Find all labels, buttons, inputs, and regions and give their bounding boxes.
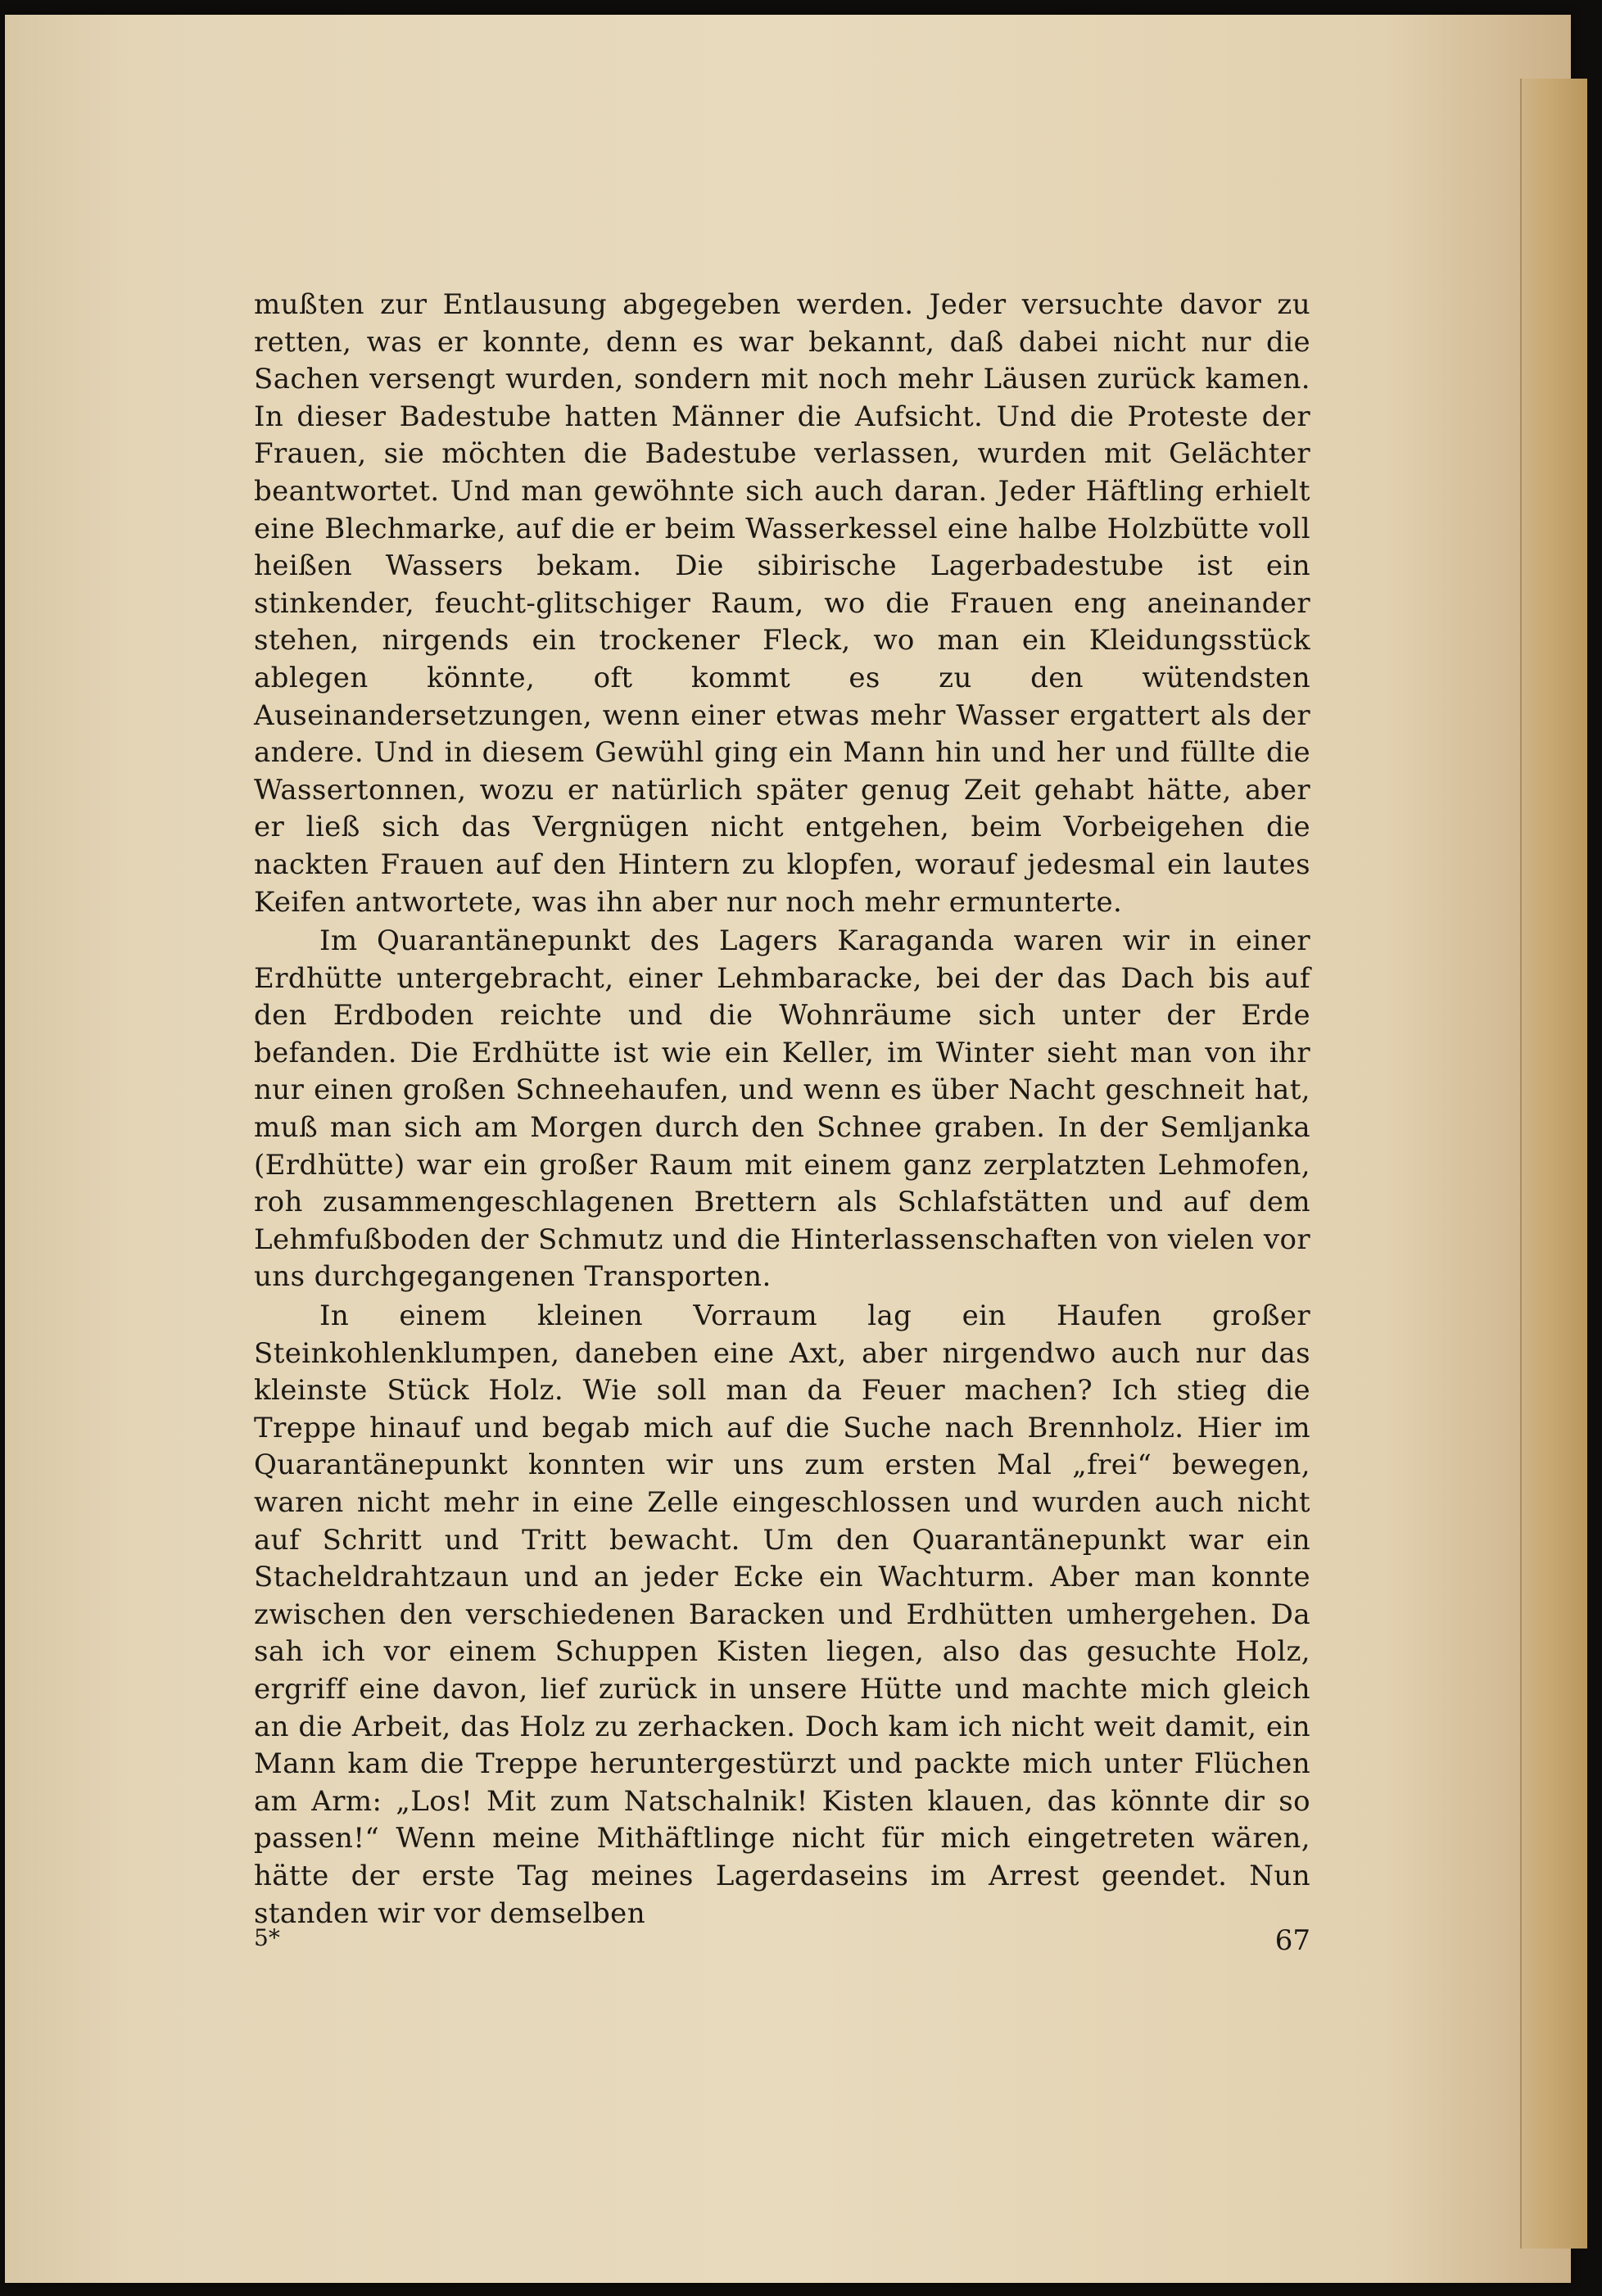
page-edge bbox=[1520, 79, 1587, 2249]
paragraph: mußten zur Entlausung abgegeben werden. Jeder versuchte davor zu retten, was er konnte, denn es war bekannt, daß dabei nicht nur die Sachen versengt wurden, sondern mit noch mehr Läusen zurück kamen. In dieser Badestube hatten Männer die Aufsicht. Und die Proteste der Frauen, sie möchten die Badestube verlassen, wurden mit Gelächter beantwortet. Und man gewöhnte sich auch daran. Jeder Häftling erhielt eine Blechmarke, auf die er beim Wasserkessel eine halbe Holzbütte voll heißen Wassers bekam. Die sibirische Lagerbadestube ist ein stinkender, feucht-glitschiger Raum, wo die Frauen eng aneinander stehen, nirgends ein trockener Fleck, wo man ein Kleidungsstück ablegen könnte, oft kommt es zu den wütendsten Auseinandersetzungen, wenn einer etwas mehr Wasser ergattert als der andere. Und in diesem Gewühl ging ein Mann hin und her und füllte die Wassertonnen, wozu er natürlich später genug Zeit gehabt hätte, aber er ließ sich das Vergnügen nicht entgehen, beim Vorbeigehen die nackten Frauen auf den Hintern zu klopfen, worauf jedesmal ein lautes Keifen antwortete, was ihn aber nur noch mehr ermunterte. bbox=[254, 288, 1310, 919]
paragraph: In einem kleinen Vorraum lag ein Haufen großer Steinkohlenklumpen, daneben eine Axt, aber nirgendwo auch nur das kleinste Stück Holz. Wie soll man da Feuer machen? Ich stieg die Treppe hinauf und begab mich auf die Suche nach Brennholz. Hier im Quarantänepunkt konnten wir uns zum ersten Mal „frei“ bewegen, waren nicht mehr in eine Zelle eingeschlossen und wurden auch nicht auf Schritt und Tritt bewacht. Um den Quarantänepunkt war ein Stacheldrahtzaun und an jeder Ecke ein Wachturm. Aber man konnte zwischen den verschiedenen Baracken und Erdhütten umhergehen. Da sah ich vor einem Schuppen Kisten liegen, also das gesuchte Holz, ergriff eine davon, lief zurück in unsere Hütte und machte mich gleich an die Arbeit, das Holz zu zerhacken. Doch kam ich nicht weit damit, ein Mann kam die Treppe heruntergestürzt und packte mich unter Flüchen am Arm: „Los! Mit zum Natschalnik! Kisten klauen, das könnte dir so passen!“ Wenn meine Mithäftlinge nicht für mich eingetreten wären, hätte der erste Tag meines Lagerdaseins im Arrest geendet. Nun standen wir vor demselben bbox=[254, 1299, 1310, 1930]
text-block bbox=[254, 287, 1310, 1932]
page-footer bbox=[254, 1924, 1310, 1965]
paragraph: Im Quarantänepunkt des Lagers Karaganda waren wir in einer Erdhütte untergebracht, einer Lehmbaracke, bei der das Dach bis auf den Erdboden reichte und die Wohnräume sich unter der Erde befanden. Die Erdhütte ist wie ein Keller, im Winter sieht man von ihr nur einen großen Schneehaufen, und wenn es über Nacht geschneit hat, muß man sich am Morgen durch den Schnee graben. In der Semljanka (Erdhütte) war ein großer Raum mit einem ganz zerplatzten Lehmofen, roh zusammengeschlagenen Brettern als Schlafstätten und auf dem Lehmfußboden der Schmutz und die Hinterlassenschaften von vielen vor uns durchgegangenen Transporten. bbox=[254, 924, 1310, 1294]
signature-mark: 5* bbox=[254, 1924, 280, 1951]
page-number: 67 bbox=[1274, 1924, 1310, 1957]
